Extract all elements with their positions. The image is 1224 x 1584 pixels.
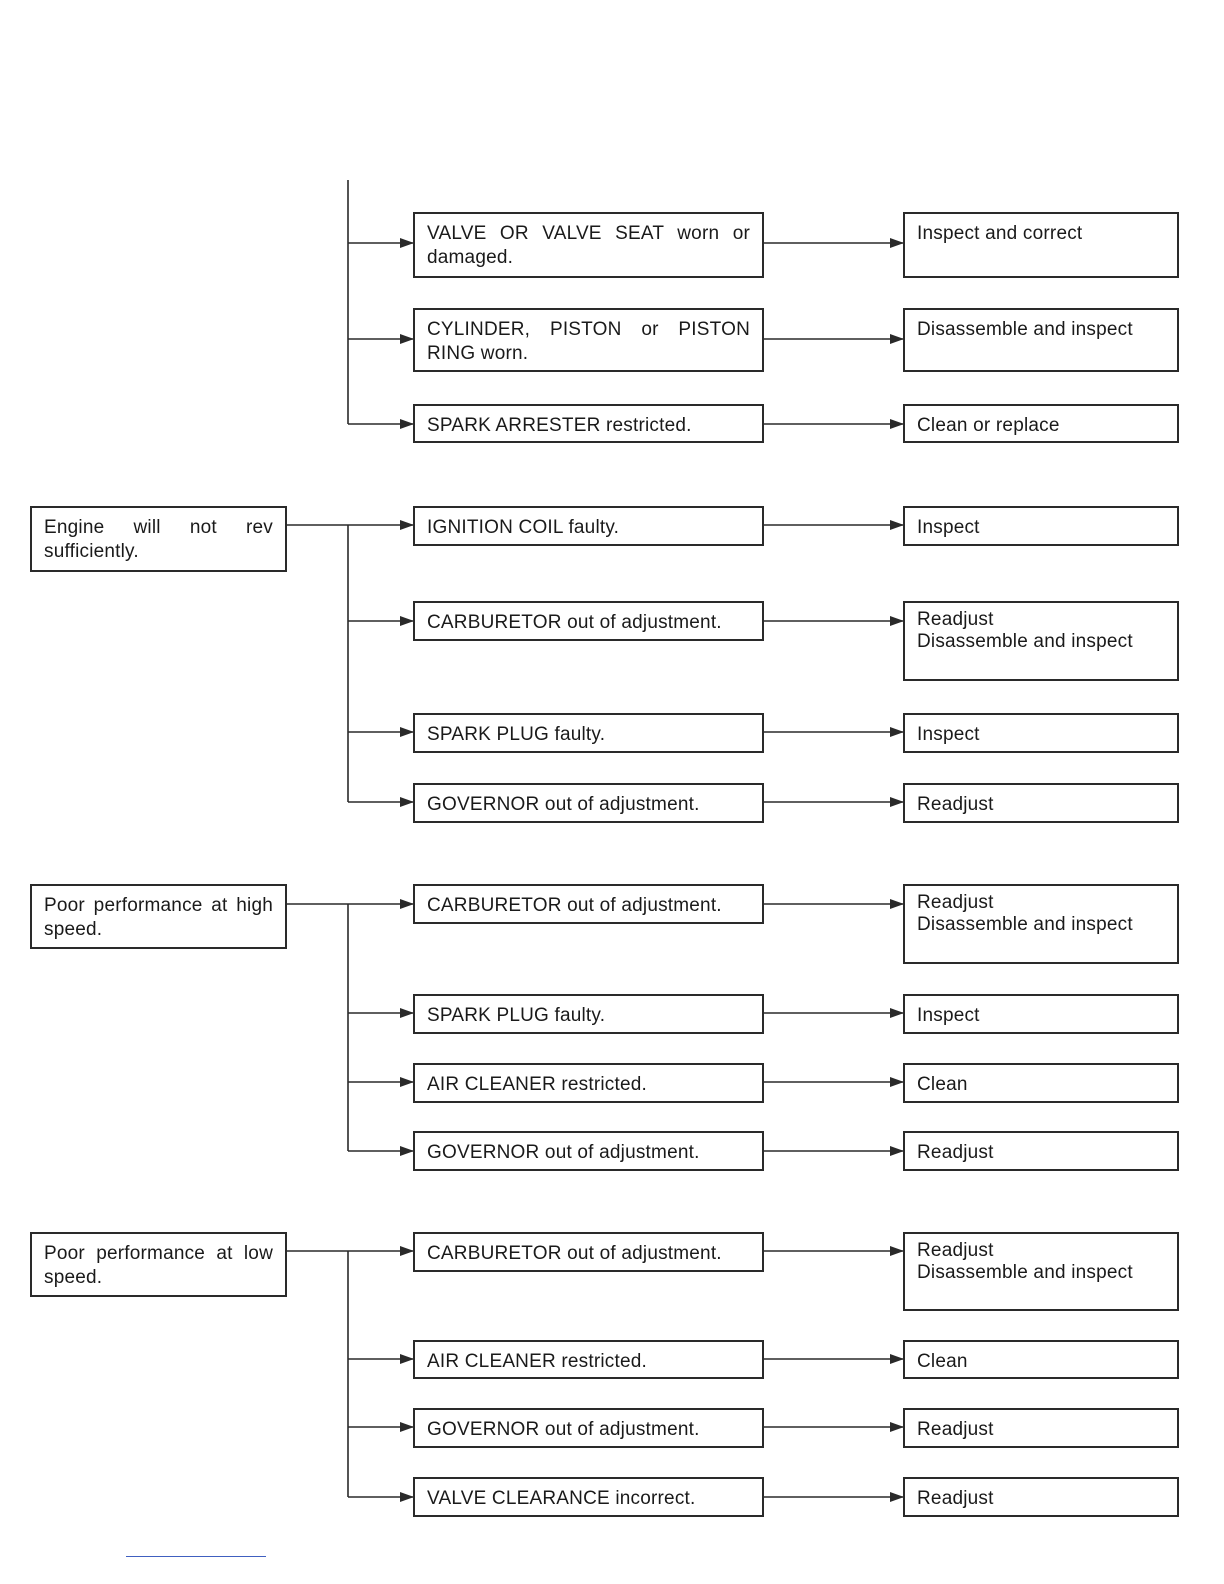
action-box — [903, 1340, 1179, 1379]
cause-text: SPARK ARRESTER restricted. — [427, 415, 692, 436]
cause-box — [413, 1063, 764, 1103]
cause-box — [413, 884, 764, 924]
cause-box — [413, 1232, 764, 1272]
cause-text: VALVE CLEARANCE incorrect. — [427, 1488, 696, 1509]
cause-text: CARBURETOR out of adjustment. — [427, 612, 722, 633]
action-box — [903, 884, 1179, 964]
cause-text: SPARK PLUG faulty. — [427, 1005, 606, 1026]
action-text: Disassemble and inspect — [917, 631, 1133, 652]
action-text: Readjust — [917, 1419, 994, 1440]
cause-box — [413, 506, 764, 546]
action-box — [903, 783, 1179, 823]
cause-box — [413, 1408, 764, 1448]
cause-box — [413, 404, 764, 443]
cause-box — [413, 713, 764, 753]
action-box — [903, 308, 1179, 372]
action-text: Disassemble and inspect — [917, 1262, 1133, 1283]
action-box — [903, 1477, 1179, 1517]
action-text: Clean or replace — [917, 415, 1060, 436]
action-box — [903, 212, 1179, 278]
action-box — [903, 713, 1179, 753]
action-box — [903, 1408, 1179, 1448]
cause-text: GOVERNOR out of adjustment. — [427, 1142, 700, 1163]
action-box — [903, 1131, 1179, 1171]
symptom-text: Poor performance at high speed. — [44, 895, 273, 940]
cause-text: CARBURETOR out of adjustment. — [427, 895, 722, 916]
cause-box — [413, 1340, 764, 1379]
action-text: Readjust — [917, 609, 994, 630]
cause-text: CARBURETOR out of adjustment. — [427, 1243, 722, 1264]
symptom-box — [30, 506, 287, 572]
action-box — [903, 1063, 1179, 1103]
symptom-box — [30, 1232, 287, 1297]
cause-text: IGNITION COIL faulty. — [427, 517, 620, 538]
cause-text: SPARK PLUG faulty. — [427, 724, 606, 745]
cause-text: GOVERNOR out of adjustment. — [427, 1419, 700, 1440]
action-box — [903, 601, 1179, 681]
symptom-box — [30, 884, 287, 949]
action-text: Inspect and correct — [917, 223, 1083, 244]
cause-box — [413, 601, 764, 641]
action-box — [903, 404, 1179, 443]
action-text: Disassemble and inspect — [917, 319, 1133, 340]
action-box — [903, 994, 1179, 1034]
cause-text: AIR CLEANER restricted. — [427, 1351, 647, 1372]
cause-text: AIR CLEANER restricted. — [427, 1074, 647, 1095]
action-text: Clean — [917, 1351, 968, 1372]
symptom-text: Poor performance at low speed. — [44, 1243, 273, 1288]
footer-rule — [126, 1556, 266, 1557]
action-text: Readjust — [917, 1142, 994, 1163]
cause-box — [413, 1477, 764, 1517]
cause-box — [413, 212, 764, 278]
action-text: Readjust — [917, 892, 994, 913]
cause-box — [413, 994, 764, 1034]
action-text: Inspect — [917, 1005, 980, 1026]
cause-box — [413, 308, 764, 372]
cause-text: VALVE OR VALVE SEAT worn or damaged. — [427, 223, 750, 268]
action-text: Readjust — [917, 1488, 994, 1509]
action-text: Inspect — [917, 517, 980, 538]
action-text: Disassemble and inspect — [917, 914, 1133, 935]
cause-text: CYLINDER, PISTON or PISTON RING worn. — [427, 319, 750, 364]
cause-box — [413, 1131, 764, 1171]
action-box — [903, 1232, 1179, 1311]
action-text: Readjust — [917, 1240, 994, 1261]
symptom-text: Engine will not rev sufficiently. — [44, 517, 273, 562]
action-text: Clean — [917, 1074, 968, 1095]
action-text: Inspect — [917, 724, 980, 745]
cause-text: GOVERNOR out of adjustment. — [427, 794, 700, 815]
action-box — [903, 506, 1179, 546]
cause-box — [413, 783, 764, 823]
action-text: Readjust — [917, 794, 994, 815]
